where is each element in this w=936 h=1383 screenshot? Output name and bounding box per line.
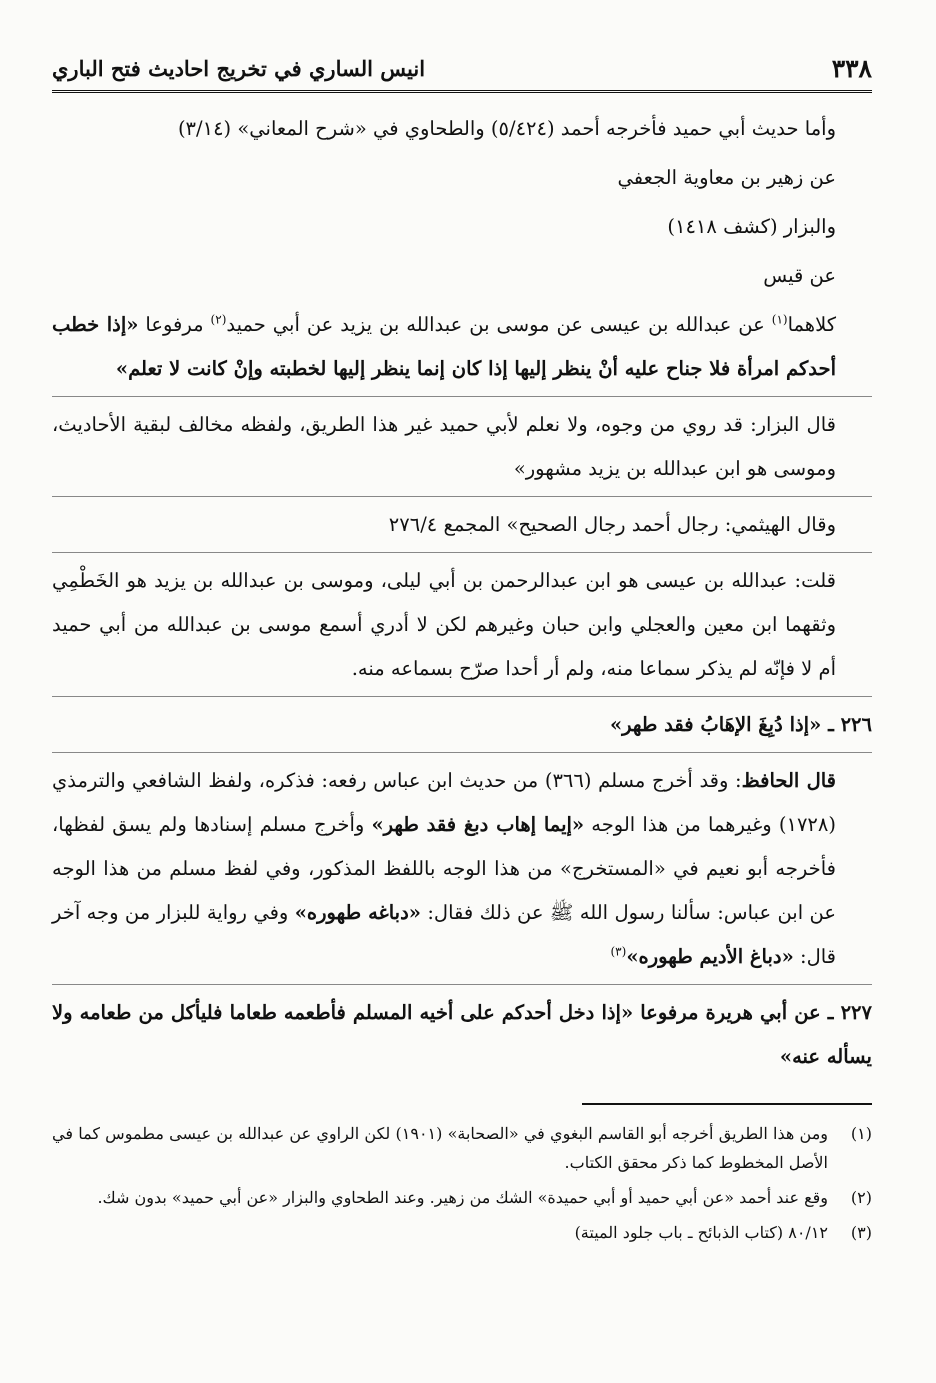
hadith-text: «دباغ الأديم طهوره» [626, 945, 794, 968]
text-run: : وقد أخرج مسلم (٣٦٦) من حديث ابن عباس رفعه: فذكره، ولفظ الشافعي والترمذي (١٧٢٨) وغيرهما من هذا الوجه [52, 769, 836, 836]
paragraph [52, 303, 872, 391]
text-run: مرفوعا [138, 313, 211, 336]
footnote-ref: (٣) [610, 944, 627, 959]
footnote-number: (٢) [850, 1188, 872, 1207]
footnote [52, 1183, 872, 1212]
paragraph: عن قيس [763, 264, 836, 287]
text-run: عن عبدالله بن عيسى عن موسى بن عبدالله بن يزيد عن أبي حميد [226, 313, 772, 336]
footnote-text: وقع عند أحمد «عن أبي حميد أو أبي حميدة» الشك من زهير. وعند الطحاوي والبزار «عن أبي حميد» بدون شك. [97, 1188, 828, 1207]
footnote-separator [582, 1103, 872, 1105]
text-run: وأخرج مسلم إسنادها ولم يسق لفظها، فأخرجه أبو نعيم في «المستخرج» من هذا الوجه باللفظ المذكور، وفي لفظ مسلم من هذا الوجه عن ابن عباس: سألنا رسول الله ﷺ عن ذلك فقال: [52, 813, 836, 924]
footnote-ref: (١) [771, 312, 788, 327]
book-page [52, 46, 872, 1253]
footnote-text: ٨٠/١٢ (كتاب الذبائح ـ باب جلود الميتة) [574, 1223, 828, 1242]
hadith-text: «إذا خطب أحدكم امرأة فلا جناح عليه أنْ ينظر إليها إذا كان إنما ينظر إليها لخطبته وإنْ كانت لا تعلم» [52, 313, 836, 380]
speaker-label: قال الحافظ [741, 769, 836, 792]
divider [52, 696, 872, 697]
paragraph: وقال الهيثمي: رجال أحمد رجال الصحيح» المجمع ٢٧٦/٤ [388, 513, 836, 536]
paragraph: والبزار (كشف ١٤١٨) [667, 215, 836, 238]
footnote [52, 1218, 872, 1247]
paragraph: وأما حديث أبي حميد فأخرجه أحمد (٥/٤٢٤) والطحاوي في «شرح المعاني» (٣/١٤) [177, 117, 836, 140]
divider [52, 984, 872, 985]
footnote-number: (١) [850, 1124, 872, 1143]
divider [52, 396, 872, 397]
paragraph: قال البزار: قد روي من وجوه، ولا نعلم لأبي حميد غير هذا الطريق، ولفظه مخالف لبقية الأحاديث، وموسى هو ابن عبدالله بن يزيد مشهور» [52, 413, 836, 480]
footnote-number: (٣) [850, 1223, 872, 1242]
paragraph: عن زهير بن معاوية الجعفي [617, 166, 836, 189]
text-run: وفي رواية للبزار من وجه آخر قال: [52, 901, 836, 968]
text-run: كلاهما [787, 313, 836, 336]
divider [52, 752, 872, 753]
footnote [52, 1119, 872, 1177]
hadith-heading: ٢٢٧ ـ عن أبي هريرة مرفوعا «إذا دخل أحدكم على أخيه المسلم فأطعمه طعاما فليأكل من طعامه ولا يسأله عنه» [52, 1001, 872, 1068]
footnote-ref: (٢) [210, 312, 227, 327]
book-title: انيس الساري في تخريج احاديث فتح الباري [52, 55, 426, 81]
paragraph [52, 759, 872, 979]
hadith-text: «إيما إهاب دبغ فقد طهر» [371, 813, 585, 836]
running-header [52, 46, 872, 93]
main-text [52, 107, 872, 1079]
footnotes [52, 1119, 872, 1247]
footnote-text: ومن هذا الطريق أخرجه أبو القاسم البغوي في «الصحابة» (١٩٠١) لكن الراوي عن عبدالله بن عيسى مطموس كما في الأصل المخطوط كما ذكر محقق الكتاب. [52, 1124, 828, 1172]
divider [52, 552, 872, 553]
paragraph: قلت: عبدالله بن عيسى هو ابن عبدالرحمن بن أبي ليلى، وموسى بن عبدالله بن يزيد هو الخَطْمِي وثقهما ابن معين والعجلي وابن حبان وغيرهم لكن لا أدري أسمع موسى بن عبدالله من أبي حميد أم لا فإنّه لم يذكر سماعا منه، ولم أر أحدا صرّح بسماعه منه. [52, 569, 836, 680]
divider [52, 496, 872, 497]
hadith-text: «دباغه طهوره» [294, 901, 421, 924]
hadith-heading: ٢٢٦ ـ «إذا دُبِغَ الإهَابُ فقد طهر» [609, 713, 872, 736]
page-number: ٣٣٨ [831, 53, 872, 83]
